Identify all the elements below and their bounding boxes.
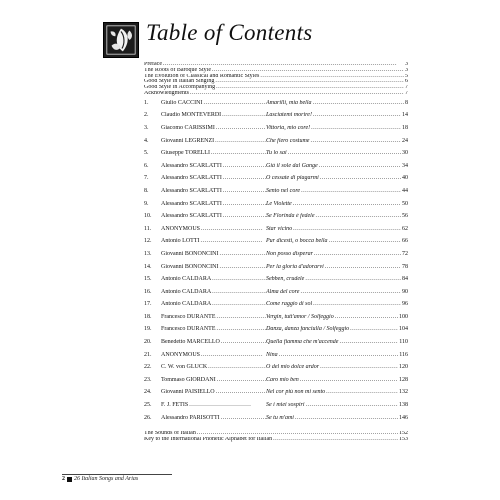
song-page: 78: [402, 263, 408, 270]
composer-name: Giovanni PAISIELLO . . .: [161, 389, 266, 395]
song-page: 146: [399, 414, 408, 421]
song-page: 50: [402, 200, 408, 207]
song-title: O del mio dolce ardor: [266, 364, 320, 371]
song-page: 90: [402, 288, 408, 295]
song-row[interactable]: [144, 364, 408, 377]
song-row[interactable]: [144, 402, 408, 415]
song-title: Tu lo sai: [266, 150, 287, 157]
composer-name: Giovanni LEGRENZI . . .: [161, 138, 266, 144]
leader-dots: [313, 112, 401, 118]
front-matter-list: [144, 62, 408, 97]
entry-page: 152: [399, 431, 408, 437]
song-page: 34: [402, 162, 408, 169]
song-page: 66: [402, 238, 408, 245]
song-row[interactable]: [144, 339, 408, 352]
song-title: Già il sole dal Gange: [266, 162, 318, 169]
composer-name: Alessandro SCARLATTI . . .: [161, 213, 266, 219]
song-row[interactable]: [144, 352, 408, 365]
song-title: Pur dicesti, o bocca bella: [266, 238, 328, 245]
song-page: 30: [402, 150, 408, 157]
song-number: 26.: [144, 414, 152, 421]
entry-page: 7: [405, 90, 408, 96]
leader-dots: [293, 201, 401, 207]
leader-dots: [300, 289, 401, 295]
leader-dots: [339, 339, 398, 345]
composer-name: Giulio CACCINI . . .: [161, 100, 266, 106]
song-title: Se Florinda è fedele: [266, 213, 315, 220]
entry-page: 3: [405, 62, 408, 67]
leader-dots: [311, 125, 401, 131]
leader-dots: [314, 251, 401, 257]
song-page: 132: [399, 389, 408, 396]
song-row[interactable]: [144, 150, 408, 163]
square-bullet-icon: [67, 477, 72, 482]
song-number: 16.: [144, 288, 152, 295]
song-row[interactable]: [144, 238, 408, 251]
song-number: 6.: [144, 162, 149, 169]
song-number: 7.: [144, 175, 149, 182]
song-page: 56: [402, 213, 408, 220]
leader-dots: [320, 175, 401, 181]
song-number: 5.: [144, 150, 149, 157]
song-title: Se tu m'ami: [266, 414, 294, 421]
composer-name: ANONYMOUS . . .: [161, 226, 266, 232]
song-title: Amarilli, mia bella: [266, 99, 312, 106]
back-matter-list: [144, 431, 408, 443]
leader-dots: [279, 352, 399, 358]
song-row[interactable]: [144, 389, 408, 402]
entry-page: 153: [399, 437, 408, 443]
song-row[interactable]: [144, 264, 408, 277]
song-row[interactable]: [144, 175, 408, 188]
page-number: 2: [62, 476, 65, 482]
song-number: 12.: [144, 238, 152, 245]
song-row[interactable]: [144, 125, 408, 138]
composer-name: Antonio CALDARA . . .: [161, 276, 266, 282]
entry-label: Preface: [144, 62, 162, 67]
composer-name: Antonio CALDARA . . .: [161, 301, 266, 307]
leader-dots: [305, 276, 401, 282]
composer-name: Alessandro PARISOTTI . . .: [161, 415, 266, 421]
song-row[interactable]: [144, 377, 408, 390]
leader-dots: [335, 314, 398, 320]
ornamental-leaf-icon: [103, 22, 139, 58]
composer-name: Benedetto MARCELLO . . .: [161, 339, 266, 345]
entry-label: Acknowledgments: [144, 90, 189, 96]
song-number: 11.: [144, 225, 152, 232]
song-title: Per la gloria d'adorarvi: [266, 263, 324, 270]
song-number: 23.: [144, 376, 152, 383]
composer-name: Antonio CALDARA . . .: [161, 289, 266, 295]
leader-dots: [320, 364, 398, 370]
entry-page: 6: [405, 79, 408, 85]
song-row[interactable]: [144, 201, 408, 214]
toc-entry[interactable]: [144, 91, 408, 97]
composer-name: C. W. von GLUCK . . .: [161, 364, 266, 370]
song-row[interactable]: [144, 301, 408, 314]
song-page: 44: [402, 187, 408, 194]
composer-name: Giuseppe TORELLI . . .: [161, 150, 266, 156]
song-number: 14.: [144, 263, 152, 270]
composer-name: Alessandro SCARLATTI . . .: [161, 188, 266, 194]
leader-dots: [326, 389, 398, 395]
song-number: 19.: [144, 326, 152, 333]
song-page: 8: [405, 99, 408, 106]
song-title: Nina: [266, 351, 278, 358]
composer-name: Alessandro SCARLATTI . . .: [161, 201, 266, 207]
leader-dots: [273, 437, 398, 443]
song-title: Vittoria, mio core!: [266, 124, 311, 131]
song-row[interactable]: [144, 326, 408, 339]
song-title: Star vicino: [266, 225, 293, 232]
song-title: Caro mio ben: [266, 376, 299, 383]
entry-label: The Sounds of Italian: [144, 431, 196, 437]
composer-name: Giovanni BONONCINI . . .: [161, 264, 266, 270]
song-title: Quella fiamma che m'accende: [266, 339, 339, 346]
song-row[interactable]: [144, 188, 408, 201]
song-number: 3.: [144, 124, 149, 131]
song-page: 18: [402, 124, 408, 131]
composer-name: ANONYMOUS . . .: [161, 352, 266, 358]
leader-dots: [301, 188, 401, 194]
entry-page: 3: [405, 67, 408, 73]
leader-dots: [325, 264, 401, 270]
table-of-contents: [144, 62, 408, 443]
song-title: Lasciatemi morire!: [266, 112, 312, 119]
leader-dots: [288, 150, 401, 156]
song-number: 13.: [144, 250, 152, 257]
song-title: O cessate di piagarmi: [266, 175, 319, 182]
song-page: 120: [399, 364, 408, 371]
song-page: 116: [399, 351, 408, 358]
song-row[interactable]: [144, 251, 408, 264]
song-title: Che fiero costume: [266, 137, 310, 144]
composer-name: Claudio MONTEVERDI . . .: [161, 112, 266, 118]
song-number: 20.: [144, 339, 152, 346]
entry-label: The Roots of Baroque Style: [144, 67, 211, 73]
song-row[interactable]: [144, 276, 408, 289]
song-title: Come raggio di sol: [266, 301, 313, 308]
leader-dots: [293, 226, 401, 232]
song-page: 40: [402, 175, 408, 182]
song-list: [144, 100, 408, 427]
song-row[interactable]: [144, 226, 408, 239]
song-title: Non posso disperar: [266, 250, 314, 257]
song-number: 21.: [144, 351, 152, 358]
song-title: Danza, danza fanciulla / Solfeggio: [266, 326, 350, 333]
leader-dots: [300, 377, 398, 383]
composer-name: Giacomo CARISSIMI . . .: [161, 125, 266, 131]
leader-dots: [310, 138, 401, 144]
song-number: 25.: [144, 402, 152, 409]
song-page: 72: [402, 250, 408, 257]
composer-name: Francesco DURANTE . . .: [161, 314, 266, 320]
song-number: 15.: [144, 276, 152, 283]
composer-name: Tommaso GIORDANI . . .: [161, 377, 266, 383]
leader-dots: [329, 238, 402, 244]
song-page: 62: [402, 225, 408, 232]
song-row[interactable]: [144, 314, 408, 327]
leader-dots: [295, 415, 398, 421]
entry-label: Good Style in Italian Singing: [144, 79, 215, 85]
entry-label: The Evolution of Classical and Romantic Styles: [144, 73, 260, 79]
toc-entry[interactable]: [144, 437, 408, 443]
song-row[interactable]: [144, 163, 408, 176]
song-page: 24: [402, 137, 408, 144]
entry-label: Good Style in Accompanying: [144, 85, 216, 91]
song-row[interactable]: [144, 138, 408, 151]
composer-name: Giovanni BONONCINI . . .: [161, 251, 266, 257]
song-number: 22.: [144, 364, 152, 371]
song-row[interactable]: [144, 415, 408, 428]
composer-name: F. J. FÉTIS . . .: [161, 402, 266, 408]
song-title: Se i miei sospiri: [266, 402, 305, 409]
song-page: 96: [402, 301, 408, 308]
song-row[interactable]: [144, 100, 408, 113]
leader-dots: [315, 213, 401, 219]
song-number: 2.: [144, 112, 149, 119]
song-number: 18.: [144, 313, 152, 320]
page-footer: [62, 476, 138, 482]
song-title: Alma del core: [266, 288, 300, 295]
song-title: Sento nel core: [266, 187, 301, 194]
song-page: 128: [399, 376, 408, 383]
composer-name: Francesco DURANTE . . .: [161, 326, 266, 332]
song-title: Vergin, tutt'amor / Solfeggio: [266, 313, 334, 320]
leader-dots: [313, 100, 405, 106]
footer-rule: [62, 474, 172, 475]
leader-dots: [306, 402, 399, 408]
song-number: 10.: [144, 213, 152, 220]
song-row[interactable]: [144, 213, 408, 226]
song-number: 24.: [144, 389, 152, 396]
song-title: Sebben, crudele: [266, 276, 305, 283]
song-page: 138: [399, 402, 408, 409]
song-number: 1.: [144, 99, 149, 106]
composer-name: Alessandro SCARLATTI . . .: [161, 163, 266, 169]
song-number: 17.: [144, 301, 152, 308]
song-number: 4.: [144, 137, 149, 144]
leader-dots: [313, 301, 401, 307]
song-row[interactable]: [144, 289, 408, 302]
song-title: Le Violette: [266, 200, 292, 207]
song-page: 110: [399, 339, 408, 346]
composer-name: Alessandro SCARLATTI . . .: [161, 175, 266, 181]
entry-label: Key to the International Phonetic Alphabet for Italian: [144, 437, 273, 443]
song-page: 14: [402, 112, 408, 119]
song-page: 100: [399, 313, 408, 320]
entry-page: 5: [405, 73, 408, 79]
song-page: 84: [402, 276, 408, 283]
song-title: Nel cor più non mi sento: [266, 389, 326, 396]
leader-dots: [350, 326, 398, 332]
entry-page: 7: [405, 85, 408, 91]
composer-name: Antonio LOTTI . . .: [161, 238, 266, 244]
song-page: 104: [399, 326, 408, 333]
song-number: 9.: [144, 200, 149, 207]
book-title: 26 Italian Songs and Arias: [74, 476, 139, 482]
leader-dots: [319, 163, 401, 169]
page-title: Table of Contents: [146, 20, 313, 45]
leader-dots: [190, 91, 404, 97]
song-row[interactable]: [144, 112, 408, 125]
song-number: 8.: [144, 187, 149, 194]
